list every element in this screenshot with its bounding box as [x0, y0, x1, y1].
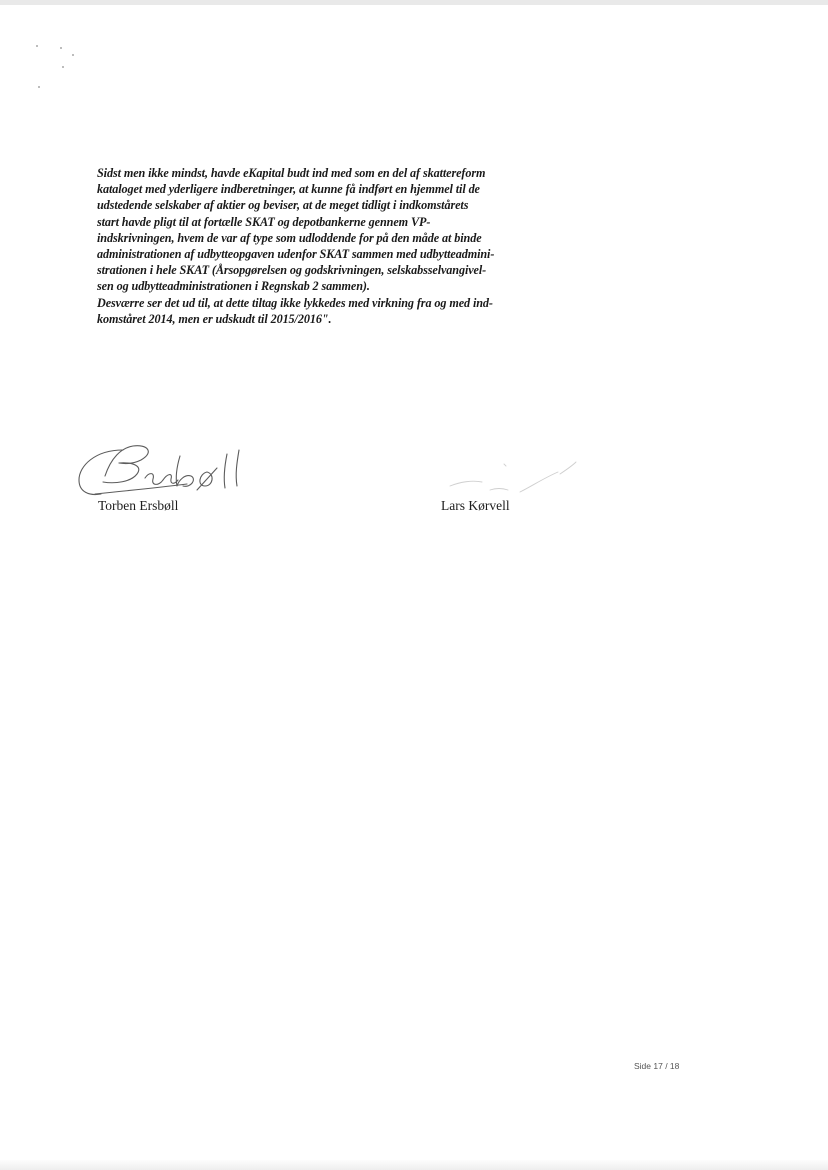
scan-specks: [28, 38, 88, 98]
handwritten-signature-ersboll: [75, 432, 275, 502]
body-line: indskrivningen, hvem de var af type som udloddende for på den måde at binde: [97, 230, 482, 245]
body-line: udstedende selskaber af aktier og beviser, at de meget tidligt i indkomstårets: [97, 198, 469, 213]
body-line: kataloget med yderligere indberetninger, at kunne få indført en hjemmel til de: [97, 182, 480, 197]
body-line: strationen i hele SKAT (Årsopgørelsen og godskrivningen, selskabsselvangivel-: [97, 263, 487, 278]
body-line: komståret 2014, men er udskudt til 2015/2016".: [97, 311, 332, 326]
body-paragraph: [97, 165, 637, 327]
signature-block-right: [420, 452, 600, 522]
body-line: Desværre ser det ud til, at dette tiltag ikke lykkedes med virkning fra og med ind-: [97, 295, 493, 310]
body-line: Sidst men ikke mindst, havde eKapital budt ind med som en del af skattereform: [97, 166, 486, 180]
scan-bottom-edge: [0, 1160, 828, 1170]
body-line: administrationen af udbytteopgaven udenfor SKAT sammen med udbytteadmini-: [97, 247, 495, 262]
page-number: Side 17 / 18: [634, 1061, 680, 1071]
scan-top-edge: [0, 0, 828, 5]
body-line: sen og udbytteadministrationen i Regnskab 2 sammen).: [97, 279, 370, 294]
faint-signature-korvell: [420, 452, 600, 502]
signatory-name: Lars Kørvell: [441, 498, 510, 513]
body-line: start havde pligt til at fortælle SKAT og depotbankerne gennem VP-: [97, 214, 431, 229]
signatory-name: Torben Ersbøll: [98, 498, 179, 513]
signature-block-left: [75, 432, 275, 522]
